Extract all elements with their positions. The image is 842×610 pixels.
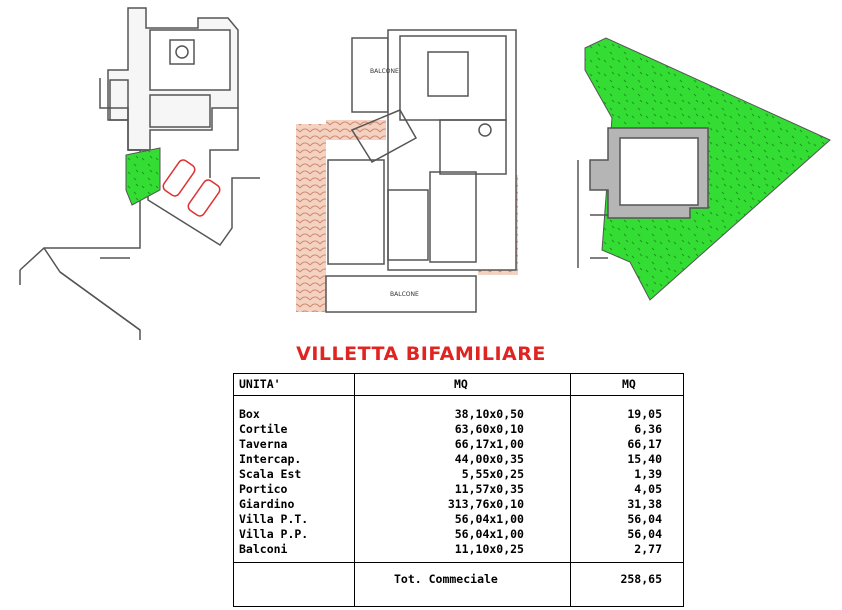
row-mq: 56,04 — [627, 512, 662, 526]
row-mq: 31,38 — [627, 497, 662, 511]
row-calc: 44,00x0,35 — [454, 452, 524, 466]
row-mq: 1,39 — [634, 467, 662, 481]
row-calc: 56,04x1,00 — [454, 512, 524, 526]
area-table — [233, 373, 684, 607]
row-unit: Scala Est — [239, 467, 302, 481]
row-calc: 63,60x0,10 — [454, 422, 524, 436]
column-divider — [570, 374, 571, 606]
row-mq: 56,04 — [627, 527, 662, 541]
row-unit: Giardino — [239, 497, 295, 511]
row-unit: Villa P.T. — [239, 512, 309, 526]
row-calc: 11,10x0,25 — [454, 542, 524, 556]
total-label: Tot. Commeciale — [394, 572, 498, 586]
row-calc: 56,04x1,00 — [454, 527, 524, 541]
row-calc: 11,57x0,35 — [454, 482, 524, 496]
row-calc: 38,10x0,50 — [454, 407, 524, 421]
total-divider — [234, 562, 683, 563]
first-floor-plan — [296, 30, 518, 312]
row-mq: 6,36 — [634, 422, 662, 436]
balcone-label-top: BALCONE — [370, 68, 399, 75]
header-divider — [234, 395, 683, 396]
balcone-label-bottom: BALCONE — [390, 291, 419, 298]
page-title: VILLETTA BIFAMILIARE — [296, 343, 546, 365]
header-unit: UNITA' — [239, 377, 281, 391]
column-divider — [354, 374, 355, 606]
header-mq: MQ — [622, 377, 636, 391]
car-icons — [161, 158, 221, 218]
row-unit: Intercap. — [239, 452, 302, 466]
row-calc: 313,76x0,10 — [447, 497, 524, 511]
row-unit: Portico — [239, 482, 288, 496]
total-value: 258,65 — [620, 572, 662, 586]
row-mq: 19,05 — [627, 407, 662, 421]
row-unit: Villa P.P. — [239, 527, 309, 541]
row-mq: 2,77 — [634, 542, 662, 556]
row-unit: Cortile — [239, 422, 288, 436]
row-mq: 15,40 — [627, 452, 662, 466]
row-unit: Balconi — [239, 542, 288, 556]
header-calc: MQ — [454, 377, 468, 391]
row-calc: 5,55x0,25 — [461, 467, 524, 481]
row-unit: Taverna — [239, 437, 288, 451]
row-mq: 66,17 — [627, 437, 662, 451]
row-mq: 4,05 — [634, 482, 662, 496]
row-unit: Box — [239, 407, 260, 421]
row-calc: 66,17x1,00 — [454, 437, 524, 451]
